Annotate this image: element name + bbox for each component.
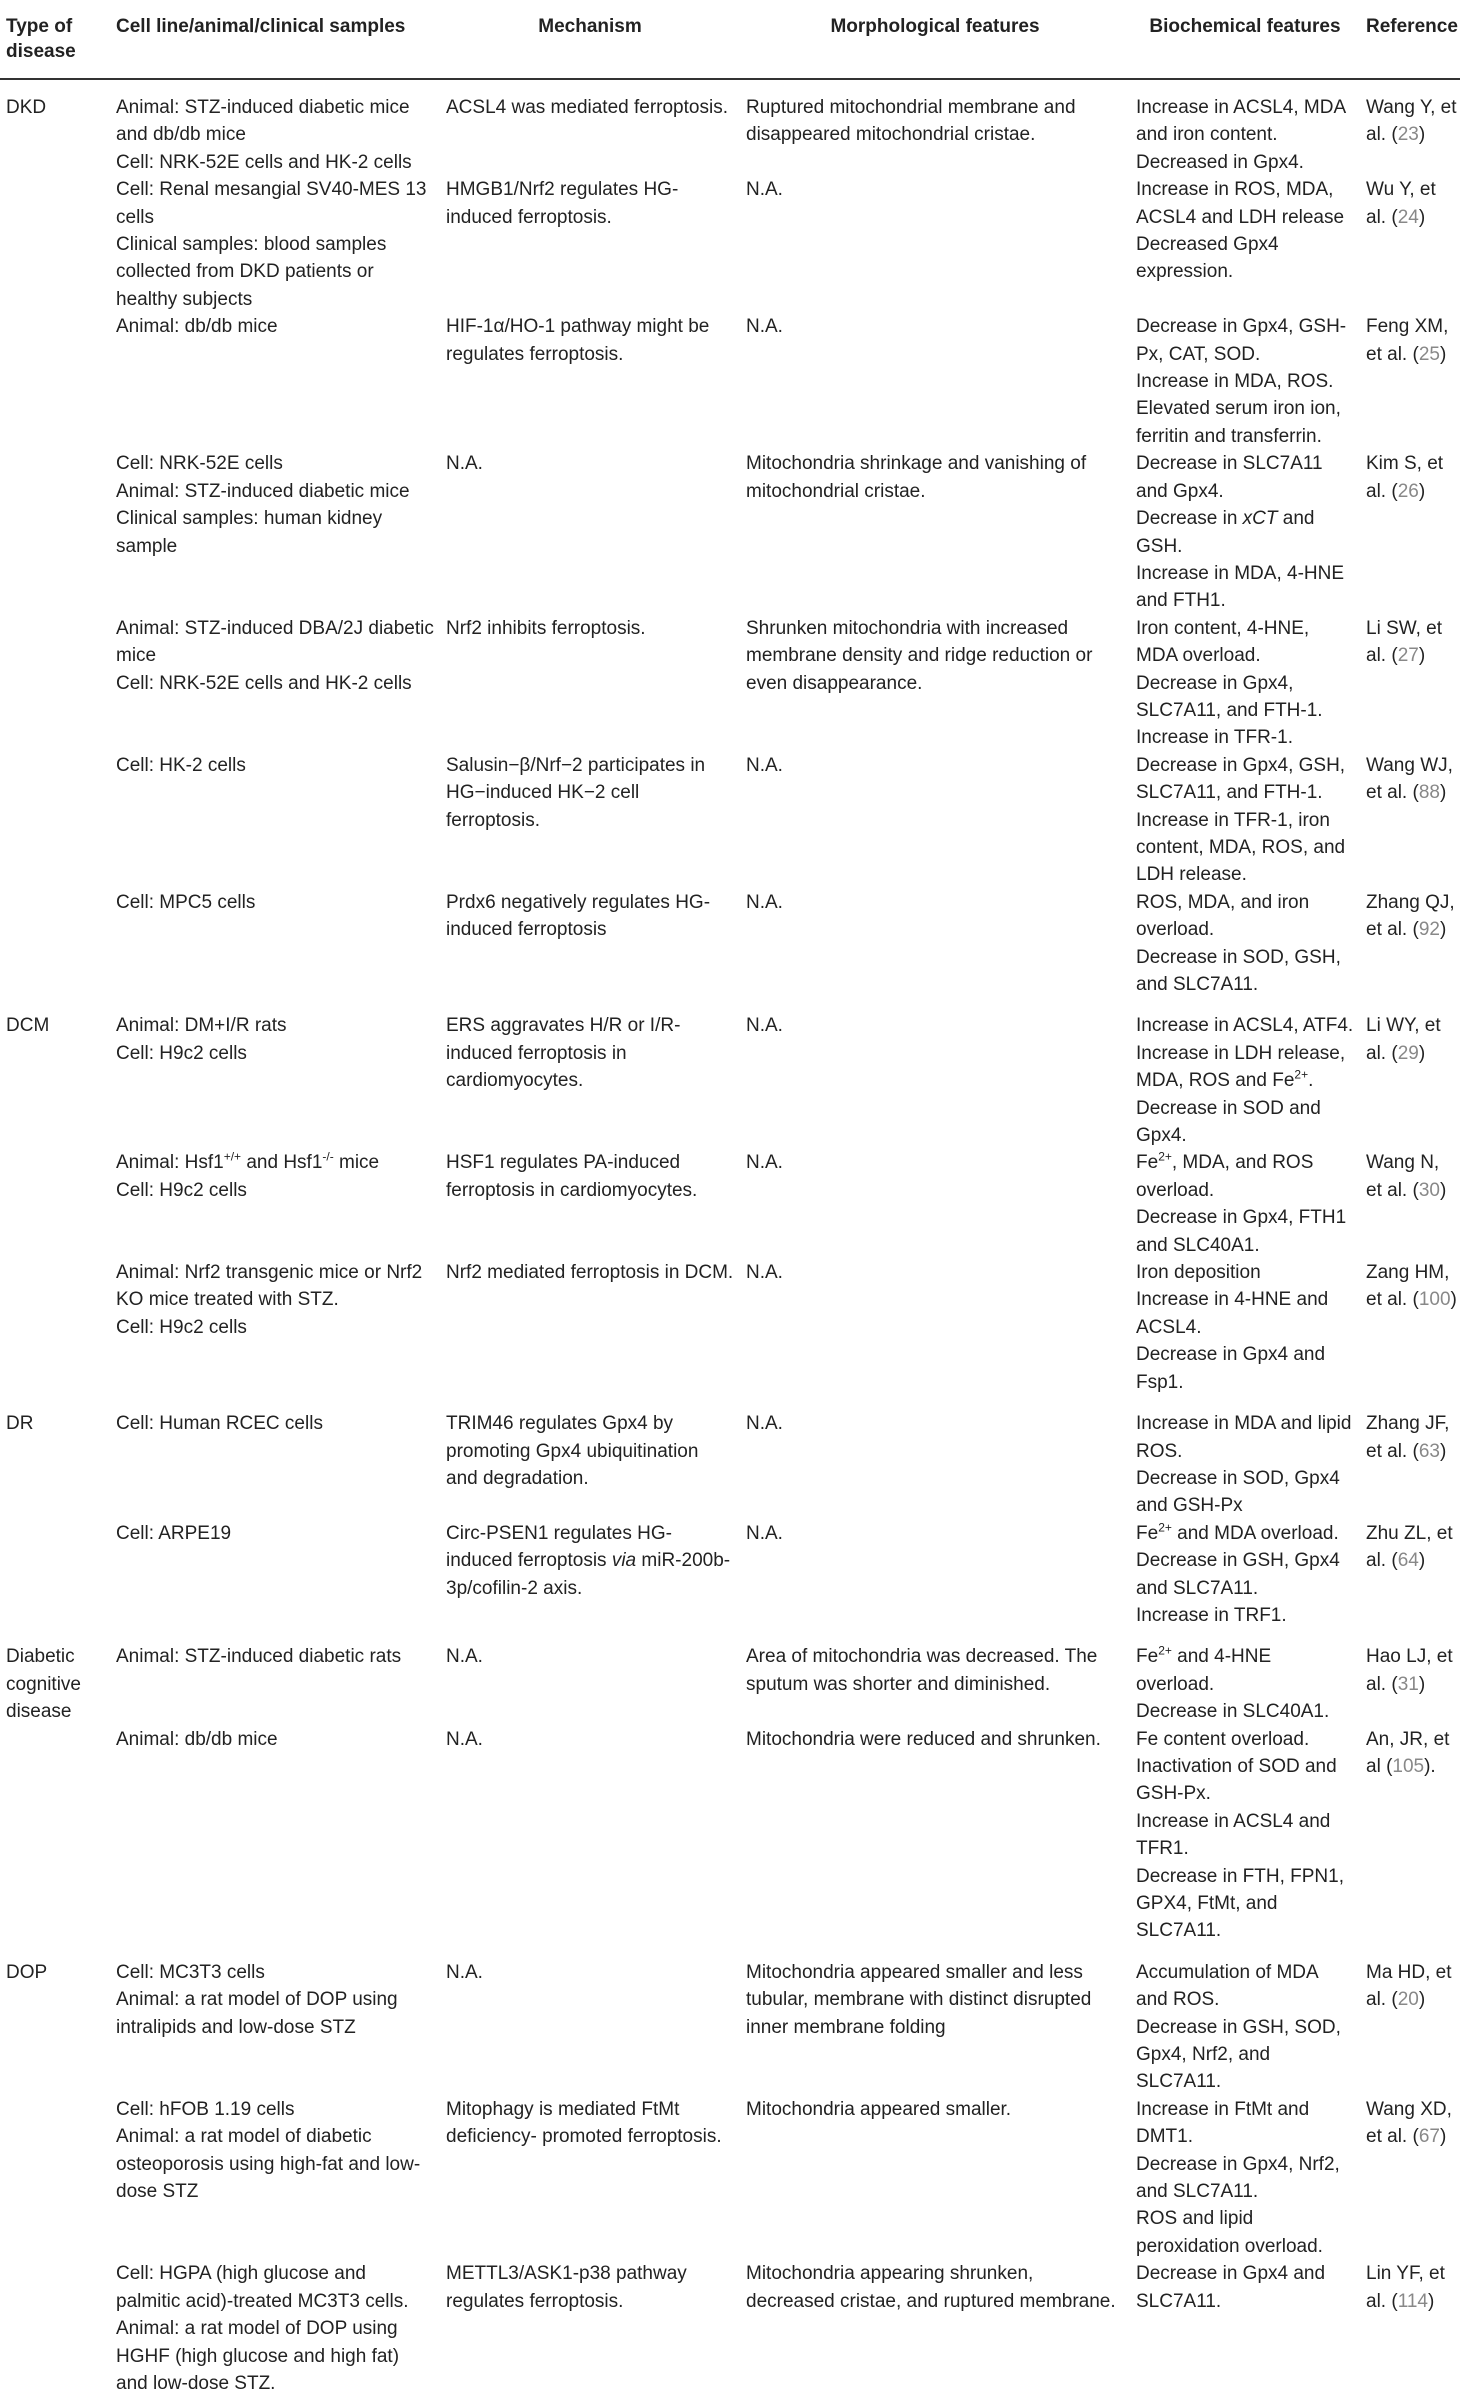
table-row <box>0 2260 1460 2397</box>
cell-morphological: N.A. <box>746 316 783 338</box>
reference-close: ) <box>1439 2126 1447 2148</box>
reference-number-link[interactable]: 23 <box>1397 124 1419 146</box>
cell-biochemical-line: Inactivation of SOD and GSH-Px. <box>1136 1755 1337 1805</box>
cell-samples-line: Cell: H9c2 cells <box>116 1316 247 1338</box>
reference-author: Kim S, et al. ( <box>1366 453 1444 502</box>
table-row <box>0 1396 1460 1520</box>
cell-reference <box>1360 752 1460 889</box>
reference-author: Li WY, et al. ( <box>1366 1015 1441 1064</box>
cell-reference <box>1360 1259 1460 1396</box>
reference-number-link[interactable]: 20 <box>1397 1989 1419 2011</box>
cell-biochemical <box>1130 79 1360 176</box>
cell-mechanism: HIF-1α/HO-1 pathway might be regulates ferroptosis. <box>446 316 710 365</box>
reference-number-link[interactable]: 67 <box>1418 2126 1440 2148</box>
reference-number-link[interactable]: 88 <box>1418 782 1440 804</box>
reference-author: Zhang QJ, et al. ( <box>1366 891 1455 941</box>
cell-samples-line: Animal: DM+I/R rats <box>116 1015 287 1037</box>
cell-reference <box>1360 998 1460 1149</box>
cell-biochemical-line: Increase in TFR-1. <box>1136 727 1293 749</box>
cell-biochemical-line: Decrease in GSH, Gpx4 and SLC7A11. <box>1136 1550 1340 1599</box>
cell-disease-type <box>0 2096 110 2260</box>
cell-disease-type <box>0 450 110 614</box>
cell-biochemical-line: Increase in ACSL4 and TFR1. <box>1136 1810 1331 1860</box>
cell-morphological: Mitochondria shrinkage and vanishing of mitochondrial cristae. <box>746 453 1087 502</box>
cell-disease-type <box>0 752 110 889</box>
cell-biochemical-line: Accumulation of MDA and ROS. <box>1136 1961 1318 2011</box>
cell-biochemical-line: $Fe^{2+}$ and MDA overload. <box>1136 1520 1339 1544</box>
reference-number-link[interactable]: 24 <box>1397 206 1419 228</box>
cell-biochemical-line: Increase in ACSL4, MDA and iron content. <box>1136 97 1346 146</box>
cell-samples-line: Cell: NRK-52E cells <box>116 453 283 475</box>
cell-biochemical-line: Decrease in FTH, FPN1, GPX4, FtMt, and SLC7A11. <box>1136 1865 1344 1942</box>
cell-samples <box>110 1396 440 1520</box>
cell-morphological: Ruptured mitochondrial membrane and disappeared mitochondrial cristae. <box>746 97 1076 146</box>
cell-samples-line: Cell: HK-2 cells <box>116 754 246 776</box>
reference-close: ) <box>1418 645 1426 667</box>
cell-samples-line: Animal: STZ-induced diabetic rats <box>116 1646 402 1668</box>
cell-samples-line: Cell: NRK-52E cells and HK-2 cells <box>116 151 412 173</box>
reference-author: Wang Y, et al. ( <box>1366 97 1457 146</box>
cell-reference <box>1360 1396 1460 1520</box>
header-reference: Reference <box>1360 0 1460 79</box>
table-row <box>0 615 1460 752</box>
cell-samples-line: Cell: Renal mesangial SV40-MES 13 cells <box>116 179 427 228</box>
cell-reference <box>1360 79 1460 176</box>
cell-biochemical <box>1130 1259 1360 1396</box>
cell-samples <box>110 998 440 1149</box>
cell-biochemical-line: ROS and lipid peroxidation overload. <box>1136 2208 1323 2257</box>
cell-samples-line: Cell: hFOB 1.19 cells <box>116 2098 295 2120</box>
table-row <box>0 2096 1460 2260</box>
cell-morphological: Mitochondria were reduced and shrunken. <box>746 1728 1101 1750</box>
cell-disease-type <box>0 1259 110 1396</box>
reference-close: ) <box>1418 1673 1426 1695</box>
cell-biochemical <box>1130 615 1360 752</box>
table-row <box>0 176 1460 313</box>
cell-mechanism: N.A. <box>446 1961 483 1983</box>
cell-mechanism: N.A. <box>446 453 483 475</box>
cell-samples-line: Clinical samples: human kidney sample <box>116 508 383 557</box>
cell-samples <box>110 1726 440 1945</box>
cell-samples-line: Cell: H9c2 cells <box>116 1042 247 1064</box>
cell-reference <box>1360 1726 1460 1945</box>
reference-author: Ma HD, et al. ( <box>1366 1961 1452 2011</box>
cell-morphological: Mitochondria appeared smaller and less tubular, membrane with distinct disrupted inner membrane folding <box>746 1961 1092 2038</box>
reference-close: ) <box>1450 1289 1457 1311</box>
cell-samples <box>110 2096 440 2260</box>
cell-biochemical <box>1130 1945 1360 2096</box>
cell-biochemical <box>1130 176 1360 313</box>
cell-biochemical-line: Decrease in SOD, Gpx4 and GSH-Px <box>1136 1467 1340 1517</box>
reference-close: ). <box>1424 1755 1436 1777</box>
cell-biochemical-line: Iron content, 4-HNE, MDA overload. <box>1136 617 1310 667</box>
table-row <box>0 998 1460 1149</box>
reference-number-link[interactable]: 105 <box>1392 1755 1425 1777</box>
header-mechanism: Mechanism <box>440 0 740 79</box>
reference-number-link[interactable]: 25 <box>1418 343 1440 365</box>
header-morphological: Morphological features <box>740 0 1130 79</box>
cell-biochemical <box>1130 752 1360 889</box>
cell-reference <box>1360 889 1460 999</box>
cell-morphological: N.A. <box>746 754 783 776</box>
reference-author: Feng XM, et al. ( <box>1366 316 1449 365</box>
cell-morphological: N.A. <box>746 891 783 913</box>
cell-biochemical-line: Decrease in SLC40A1. <box>1136 1701 1330 1723</box>
cell-biochemical-line: Decrease in Gpx4 and Fsp1. <box>1136 1344 1326 1393</box>
cell-samples <box>110 1259 440 1396</box>
cell-reference <box>1360 2260 1460 2397</box>
table-row <box>0 1149 1460 1259</box>
cell-disease-type <box>0 176 110 313</box>
cell-samples-line: Cell: Human RCEC cells <box>116 1413 323 1435</box>
cell-disease-type <box>0 1149 110 1259</box>
cell-biochemical-line: Increase in MDA, 4-HNE and FTH1. <box>1136 562 1345 612</box>
cell-mechanism: Circ-PSEN1 regulates HG-induced ferroptosis via miR-200b-3p/cofilin-2 axis. <box>446 1522 731 1599</box>
cell-reference <box>1360 615 1460 752</box>
header-biochemical: Biochemical features <box>1130 0 1360 79</box>
reference-author: Hao LJ, et al. ( <box>1366 1646 1453 1695</box>
table-row <box>0 1629 1460 1725</box>
cell-disease-type: Diabetic cognitive disease <box>6 1646 81 1723</box>
cell-biochemical-line: Increase in FtMt and DMT1. <box>1136 2098 1310 2148</box>
reference-number-link[interactable]: 114 <box>1397 2290 1428 2312</box>
cell-disease-type: DOP <box>6 1961 48 1983</box>
reference-close: ) <box>1418 480 1426 502</box>
table-row <box>0 1520 1460 1630</box>
reference-author: Wang XD, et al. ( <box>1366 2098 1452 2148</box>
cell-samples-line: Animal: STZ-induced diabetic mice and db/db mice <box>116 97 410 146</box>
table-row <box>0 313 1460 450</box>
cell-samples-line: Animal: a rat model of DOP using intralipids and low-dose STZ <box>116 1989 398 2038</box>
cell-disease-type: DKD <box>6 97 47 118</box>
cell-biochemical <box>1130 1149 1360 1259</box>
cell-samples <box>110 2260 440 2397</box>
cell-biochemical-line: Decrease in SOD, GSH, and SLC7A11. <box>1136 946 1341 995</box>
cell-biochemical <box>1130 1726 1360 1945</box>
table-row <box>0 1945 1460 2096</box>
cell-mechanism: TRIM46 regulates Gpx4 by promoting Gpx4 ubiquitination and degradation. <box>446 1413 699 1489</box>
reference-author: Lin YF, et al. ( <box>1366 2263 1445 2312</box>
header-type: Type of disease <box>0 0 110 79</box>
cell-samples <box>110 1149 440 1259</box>
cell-mechanism: Prdx6 negatively regulates HG-induced ferroptosis <box>446 891 711 941</box>
cell-reference <box>1360 1149 1460 1259</box>
cell-biochemical-line: Decrease in Gpx4, GSH-Px, CAT, SOD. <box>1136 316 1347 365</box>
cell-biochemical-line: Decrease in Gpx4 and SLC7A11. <box>1136 2263 1326 2312</box>
cell-samples <box>110 615 440 752</box>
cell-biochemical-line: Decrease in SLC7A11 and Gpx4. <box>1136 453 1323 502</box>
cell-morphological: Mitochondria appeared smaller. <box>746 2098 1012 2120</box>
reference-author: Zang HM, et al. ( <box>1366 1262 1450 1311</box>
cell-disease-type <box>0 1520 110 1630</box>
reference-close: ) <box>1418 1550 1426 1572</box>
cell-biochemical-line: Elevated serum iron ion, ferritin and transferrin. <box>1136 398 1341 447</box>
cell-biochemical <box>1130 1629 1360 1725</box>
reference-number-link[interactable]: 31 <box>1397 1673 1419 1695</box>
cell-reference <box>1360 176 1460 313</box>
cell-reference <box>1360 1945 1460 2096</box>
cell-samples-line: Animal: db/db mice <box>116 316 278 338</box>
cell-biochemical-line: Decreased in Gpx4. <box>1136 151 1304 173</box>
cell-morphological: N.A. <box>746 1015 783 1037</box>
cell-samples-line: Animal: a rat model of DOP using HGHF (high glucose and high fat) and low-dose STZ. <box>116 2318 400 2394</box>
reference-author: Zhang JF, et al. ( <box>1366 1413 1450 1462</box>
table-row <box>0 1259 1460 1396</box>
cell-reference <box>1360 450 1460 614</box>
cell-biochemical-line: Fe content overload. <box>1136 1728 1310 1750</box>
cell-morphological: N.A. <box>746 1413 783 1435</box>
reference-close: ) <box>1439 919 1447 941</box>
cell-disease-type <box>0 313 110 450</box>
cell-samples-line: Animal: Nrf2 transgenic mice or Nrf2 KO mice treated with STZ. <box>116 1262 423 1311</box>
cell-biochemical-line: Decrease in Gpx4, GSH, SLC7A11, and FTH-1. <box>1136 754 1346 804</box>
reference-author: Wu Y, et al. ( <box>1366 179 1436 228</box>
cell-mechanism: Salusin−β/Nrf−2 participates in HG−induced HK−2 cell ferroptosis. <box>446 754 706 831</box>
cell-biochemical-line: Decrease in xCT and GSH. <box>1136 508 1315 557</box>
cell-samples <box>110 79 440 176</box>
cell-disease-type <box>0 2260 110 2397</box>
reference-number-link[interactable]: 64 <box>1397 1550 1419 1572</box>
cell-morphological: N.A. <box>746 1262 783 1284</box>
cell-mechanism: N.A. <box>446 1728 483 1750</box>
header-samples: Cell line/animal/clinical samples <box>110 0 440 79</box>
cell-biochemical-line: Decrease in GSH, SOD, Gpx4, Nrf2, and SLC7A11. <box>1136 2016 1341 2093</box>
header-row <box>0 0 1460 79</box>
reference-close: ) <box>1418 1042 1426 1064</box>
cell-biochemical-line: Iron deposition <box>1136 1262 1261 1284</box>
cell-biochemical <box>1130 313 1360 450</box>
cell-samples-line: Animal: Hsf1+/+ and Hsf1-/- mice <box>116 1150 380 1174</box>
cell-biochemical-line: Increase in TFR-1, iron content, MDA, ROS, and LDH release. <box>1136 809 1346 886</box>
cell-samples-line: Cell: NRK-52E cells and HK-2 cells <box>116 672 412 694</box>
cell-biochemical <box>1130 998 1360 1149</box>
cell-samples <box>110 313 440 450</box>
cell-disease-type: DCM <box>6 1015 50 1037</box>
cell-biochemical-line: Increase in MDA, ROS. <box>1136 371 1334 393</box>
cell-biochemical-line: Increase in MDA and lipid ROS. <box>1136 1413 1352 1462</box>
reference-author: Zhu ZL, et al. ( <box>1366 1522 1453 1572</box>
cell-samples-line: Cell: MPC5 cells <box>116 891 256 913</box>
cell-morphological: N.A. <box>746 1152 783 1174</box>
cell-biochemical-line: Increase in LDH release, MDA, ROS and $Fe^{2+}$. <box>1136 1042 1346 1092</box>
cell-samples <box>110 1629 440 1725</box>
cell-morphological: Shrunken mitochondria with increased membrane density and ridge reduction or even disappearance. <box>746 617 1093 694</box>
cell-disease-type: DR <box>6 1413 34 1435</box>
cell-mechanism: Nrf2 mediated ferroptosis in DCM. <box>446 1262 734 1284</box>
cell-morphological: N.A. <box>746 179 783 201</box>
reference-close: ) <box>1418 1989 1426 2011</box>
reference-close: ) <box>1439 782 1447 804</box>
cell-disease-type <box>0 1726 110 1945</box>
cell-samples-line: Animal: db/db mice <box>116 1728 278 1750</box>
cell-mechanism: ERS aggravates H/R or I/R-induced ferroptosis in cardiomyocytes. <box>446 1015 681 1092</box>
cell-biochemical-line: Decreased Gpx4 expression. <box>1136 234 1279 283</box>
cell-disease-type <box>0 615 110 752</box>
cell-biochemical-line: Decrease in SOD and Gpx4. <box>1136 1097 1321 1147</box>
cell-samples <box>110 1945 440 2096</box>
cell-samples-line: Animal: STZ-induced diabetic mice <box>116 480 410 502</box>
cell-biochemical <box>1130 450 1360 614</box>
table-row <box>0 1726 1460 1945</box>
cell-biochemical <box>1130 2096 1360 2260</box>
reference-author: Wang WJ, et al. ( <box>1366 754 1453 804</box>
cell-biochemical-line: $Fe^{2+}$ and 4-HNE overload. <box>1136 1644 1272 1695</box>
table-row <box>0 889 1460 999</box>
cell-biochemical-line: Increase in TRF1. <box>1136 1604 1287 1626</box>
cell-biochemical-line: Decrease in Gpx4, SLC7A11, and FTH-1. <box>1136 672 1323 721</box>
cell-biochemical <box>1130 1396 1360 1520</box>
reference-author: Li SW, et al. ( <box>1366 617 1443 667</box>
cell-reference <box>1360 313 1460 450</box>
reference-number-link[interactable]: 27 <box>1397 645 1419 667</box>
reference-number-link[interactable]: 92 <box>1418 919 1440 941</box>
reference-number-link[interactable]: 29 <box>1397 1042 1419 1064</box>
table-header <box>0 0 1460 79</box>
cell-mechanism: Nrf2 inhibits ferroptosis. <box>446 617 646 639</box>
cell-morphological: Mitochondria appearing shrunken, decreased cristae, and ruptured membrane. <box>746 2263 1116 2312</box>
cell-samples <box>110 176 440 313</box>
cell-samples-line: Cell: ARPE19 <box>116 1522 232 1544</box>
cell-reference <box>1360 2096 1460 2260</box>
cell-disease-type <box>0 889 110 999</box>
reference-close: ) <box>1439 1440 1447 1462</box>
reference-number-link[interactable]: 100 <box>1418 1289 1451 1311</box>
cell-morphological: Area of mitochondria was decreased. The sputum was shorter and diminished. <box>746 1646 1098 1695</box>
cell-mechanism: Mitophagy is mediated FtMt deficiency- promoted ferroptosis. <box>446 2098 722 2148</box>
cell-samples-line: Animal: a rat model of diabetic osteoporosis using high-fat and low-dose STZ <box>116 2126 421 2203</box>
cell-mechanism: ACSL4 was mediated ferroptosis. <box>446 97 728 118</box>
reference-author: An, JR, et al ( <box>1366 1728 1450 1777</box>
cell-biochemical-line: Increase in ROS, MDA, ACSL4 and LDH release <box>1136 179 1345 228</box>
cell-biochemical-line: Decrease in Gpx4, FTH1 and SLC40A1. <box>1136 1207 1347 1256</box>
table-body <box>0 79 1460 2397</box>
cell-biochemical-line: $Fe^{2+}$, MDA, and ROS overload. <box>1136 1150 1314 1201</box>
cell-samples <box>110 889 440 999</box>
reference-close: ) <box>1418 124 1426 146</box>
table-row <box>0 752 1460 889</box>
cell-samples <box>110 450 440 614</box>
reference-close: ) <box>1427 2290 1435 2312</box>
cell-biochemical-line: ROS, MDA, and iron overload. <box>1136 891 1310 941</box>
cell-morphological: N.A. <box>746 1522 783 1544</box>
cell-samples <box>110 1520 440 1630</box>
cell-mechanism: N.A. <box>446 1646 483 1668</box>
reference-number-link[interactable]: 26 <box>1397 480 1419 502</box>
cell-biochemical <box>1130 2260 1360 2397</box>
cell-biochemical-line: Increase in 4-HNE and ACSL4. <box>1136 1289 1329 1338</box>
cell-reference <box>1360 1629 1460 1725</box>
table-row <box>0 450 1460 614</box>
cell-samples-line: Animal: STZ-induced DBA/2J diabetic mice <box>116 617 434 667</box>
cell-biochemical-line: Increase in ACSL4, ATF4. <box>1136 1015 1354 1037</box>
cell-reference <box>1360 1520 1460 1630</box>
cell-mechanism: HSF1 regulates PA-induced ferroptosis in cardiomyocytes. <box>446 1152 698 1201</box>
reference-number-link[interactable]: 63 <box>1418 1440 1440 1462</box>
reference-close: ) <box>1418 206 1426 228</box>
table-row <box>0 79 1460 176</box>
cell-samples-line: Cell: H9c2 cells <box>116 1179 247 1201</box>
cell-samples-line: Cell: HGPA (high glucose and palmitic acid)-treated MC3T3 cells. <box>116 2263 409 2312</box>
reference-close: ) <box>1439 1179 1447 1201</box>
cell-samples-line: Cell: MC3T3 cells <box>116 1961 265 1983</box>
reference-number-link[interactable]: 30 <box>1418 1179 1440 1201</box>
cell-biochemical <box>1130 1520 1360 1630</box>
cell-samples <box>110 752 440 889</box>
cell-biochemical-line: Decrease in Gpx4, Nrf2, and SLC7A11. <box>1136 2153 1340 2203</box>
reference-author: Wang N, et al. ( <box>1366 1152 1440 1201</box>
cell-mechanism: METTL3/ASK1-p38 pathway regulates ferroptosis. <box>446 2263 687 2312</box>
cell-biochemical <box>1130 889 1360 999</box>
cell-mechanism: HMGB1/Nrf2 regulates HG-induced ferroptosis. <box>446 179 679 228</box>
reference-close: ) <box>1439 343 1447 365</box>
cell-samples-line: Clinical samples: blood samples collected from DKD patients or healthy subjects <box>116 234 387 310</box>
